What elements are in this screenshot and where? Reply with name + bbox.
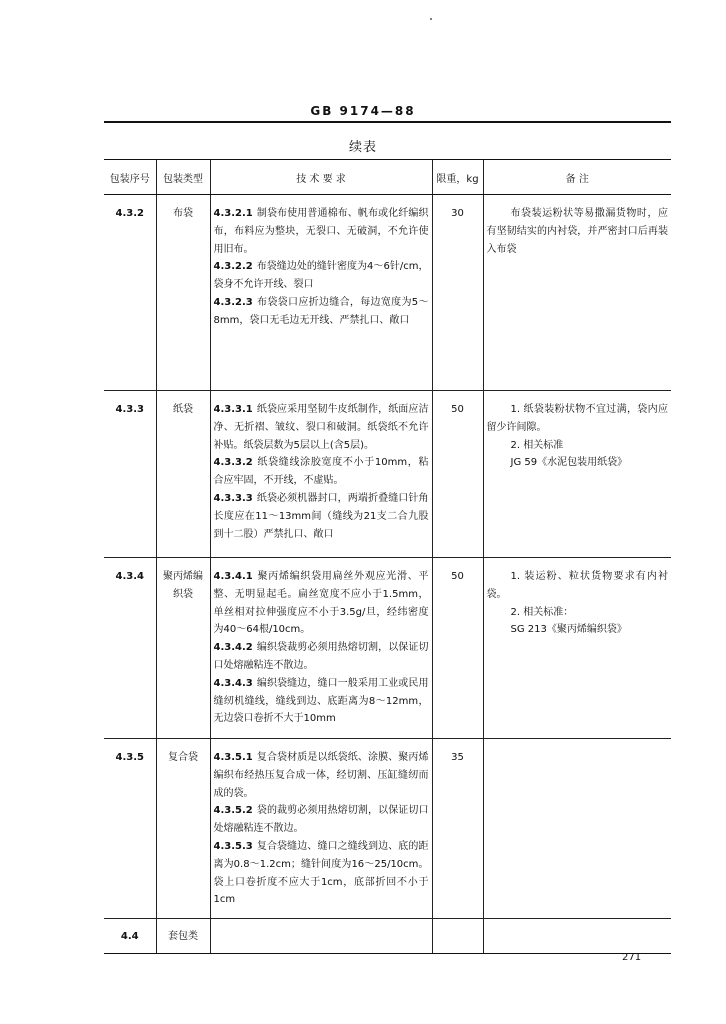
clause-text: 聚丙烯编织袋用扁丝外观应光滑、平整、无明显起毛。扁丝宽度不应小于1.5mm，单丝相对拉伸强度应不小于3.5g/旦，经纬密度为40～64根/10cm。 [213, 571, 429, 636]
requirement-item [214, 802, 429, 838]
clause-id: 4.3.3.3 [213, 492, 253, 504]
requirement-item [214, 490, 429, 543]
package-type: 套包类 [156, 919, 210, 954]
requirement-item [214, 205, 429, 258]
note-line: SG 213《聚丙烯编织袋》 [510, 624, 627, 636]
weight-limit: 35 [432, 739, 483, 919]
clause-text: 布袋缝边处的缝针密度为4～6针/cm，袋身不允许开线、裂口 [213, 261, 429, 291]
weight-limit: 50 [432, 391, 483, 558]
standard-code: GB 9174—88 [310, 104, 416, 118]
notes-cell [483, 739, 671, 919]
row-number: 4.3.2 [104, 195, 156, 391]
requirement-item [214, 258, 429, 294]
clause-id: 4.3.5.2 [213, 805, 253, 817]
table-row [104, 558, 671, 739]
scan-speck [430, 18, 432, 20]
note-line: 1. 纸袋装粉状物不宜过满，袋内应留少许间隙。 [486, 404, 668, 433]
clause-text: 复合袋材质是以纸袋纸、涂膜、聚丙烯编织布经热压复合成一体，经切割、压缸缝纫而成的袋。 [213, 752, 429, 799]
note-line: JG 59《水泥包装用纸袋》 [510, 457, 628, 469]
col-header-requirements: 技 术 要 求 [210, 160, 432, 195]
requirement-item [214, 568, 429, 639]
requirement-item [214, 675, 429, 728]
clause-id: 4.3.2.2 [213, 261, 253, 273]
clause-id: 4.3.3.2 [213, 457, 253, 469]
clause-text: 编织袋裁剪必须用热熔切割，以保证切口处熔融粘连不散边。 [213, 642, 429, 671]
weight-limit [432, 919, 483, 954]
clause-text: 复合袋缝边、缝口之缝线到边、底的距离为0.8～1.2cm；缝针间度为16～25/10cm。袋上口卷折度不应大于1cm，底部折回不小于1cm [213, 840, 429, 906]
clause-text: 布袋袋口应折边缝合，每边宽度为5～8mm，袋口无毛边无开线、严禁扎口、敞口 [213, 296, 429, 326]
clause-id: 4.3.4.1 [213, 571, 253, 582]
clause-text: 袋的裁剪必须用热熔切割，以保证切口处熔融粘连不散边。 [213, 805, 429, 835]
requirements-cell [210, 195, 432, 391]
row-number: 4.3.4 [104, 558, 156, 739]
clause-id: 4.3.4.3 [213, 677, 253, 689]
table-row [104, 391, 671, 558]
table-header-row [104, 160, 671, 195]
table-row [104, 739, 671, 919]
row-number: 4.4 [104, 919, 156, 954]
weight-limit: 30 [432, 195, 483, 391]
clause-id: 4.3.5.3 [213, 840, 253, 852]
col-header-weight-limit: 限重，kg [432, 160, 483, 195]
clause-text: 纸袋缝线涂胶宽度不小于10mm，粘合应牢固，不开线，不虚贴。 [213, 457, 429, 487]
col-header-no: 包装序号 [104, 160, 156, 195]
clause-text: 纸袋应采用坚韧牛皮纸制作，纸面应洁净、无折褶、皱纹、裂口和破洞。纸袋纸不允许补贴。纸袋层数为5层以上(含5层)。 [213, 404, 429, 451]
notes-cell [483, 391, 671, 558]
clause-id: 4.3.2.1 [213, 208, 253, 219]
clause-id: 4.3.5.1 [213, 752, 253, 763]
weight-limit: 50 [432, 558, 483, 739]
requirement-item [214, 401, 429, 454]
packaging-spec-table [104, 159, 671, 954]
col-header-notes: 备 注 [483, 160, 671, 195]
note-line: 2. 相关标准： [510, 606, 574, 618]
clause-id: 4.3.2.3 [213, 296, 253, 308]
notes-cell [483, 195, 671, 391]
requirements-cell [210, 919, 432, 954]
col-header-type: 包装类型 [156, 160, 210, 195]
table-row [104, 919, 671, 954]
clause-text: 制袋布使用普通棉布、帆布或化纤编织布，布料应为整块，无裂口、无破洞，不允许使用旧布。 [213, 208, 429, 255]
requirement-item [214, 454, 429, 490]
package-type: 复合袋 [156, 739, 210, 919]
continued-label: 续表 [348, 140, 377, 155]
requirement-item [214, 294, 429, 330]
requirement-item [214, 639, 429, 675]
page-number: 271 [622, 952, 642, 963]
requirement-item [214, 838, 429, 909]
note-line: 2. 相关标准 [510, 439, 564, 451]
clause-text: 编织袋缝边，缝口一般采用工业或民用缝纫机缝线，缝线到边、底距离为8～12mm，无边袋口卷折不大于10mm [213, 677, 429, 725]
package-type: 布袋 [156, 195, 210, 391]
clause-id: 4.3.4.2 [213, 642, 253, 654]
package-type: 聚丙烯编织袋 [156, 558, 210, 739]
requirements-cell [210, 558, 432, 739]
requirements-cell [210, 391, 432, 558]
note-line: 布袋装运粉状等易撒漏货物时，应有坚韧结实的内衬袋，并严密封口后再装入布袋 [486, 208, 668, 255]
table-row [104, 195, 671, 391]
requirements-cell [210, 739, 432, 919]
clause-id: 4.3.3.1 [213, 404, 253, 415]
header-rule [104, 121, 671, 123]
row-number: 4.3.5 [104, 739, 156, 919]
requirement-item [214, 749, 429, 802]
clause-text: 纸袋必须机器封口，两端折叠缝口针角长度应在11～13mm间（缝线为21支二合九股到十二股）严禁扎口、敞口 [213, 492, 429, 540]
notes-cell [483, 919, 671, 954]
note-line: 1. 装运粉、粒状货物要求有内衬袋。 [486, 571, 668, 600]
row-number: 4.3.3 [104, 391, 156, 558]
package-type: 纸袋 [156, 391, 210, 558]
notes-cell [483, 558, 671, 739]
